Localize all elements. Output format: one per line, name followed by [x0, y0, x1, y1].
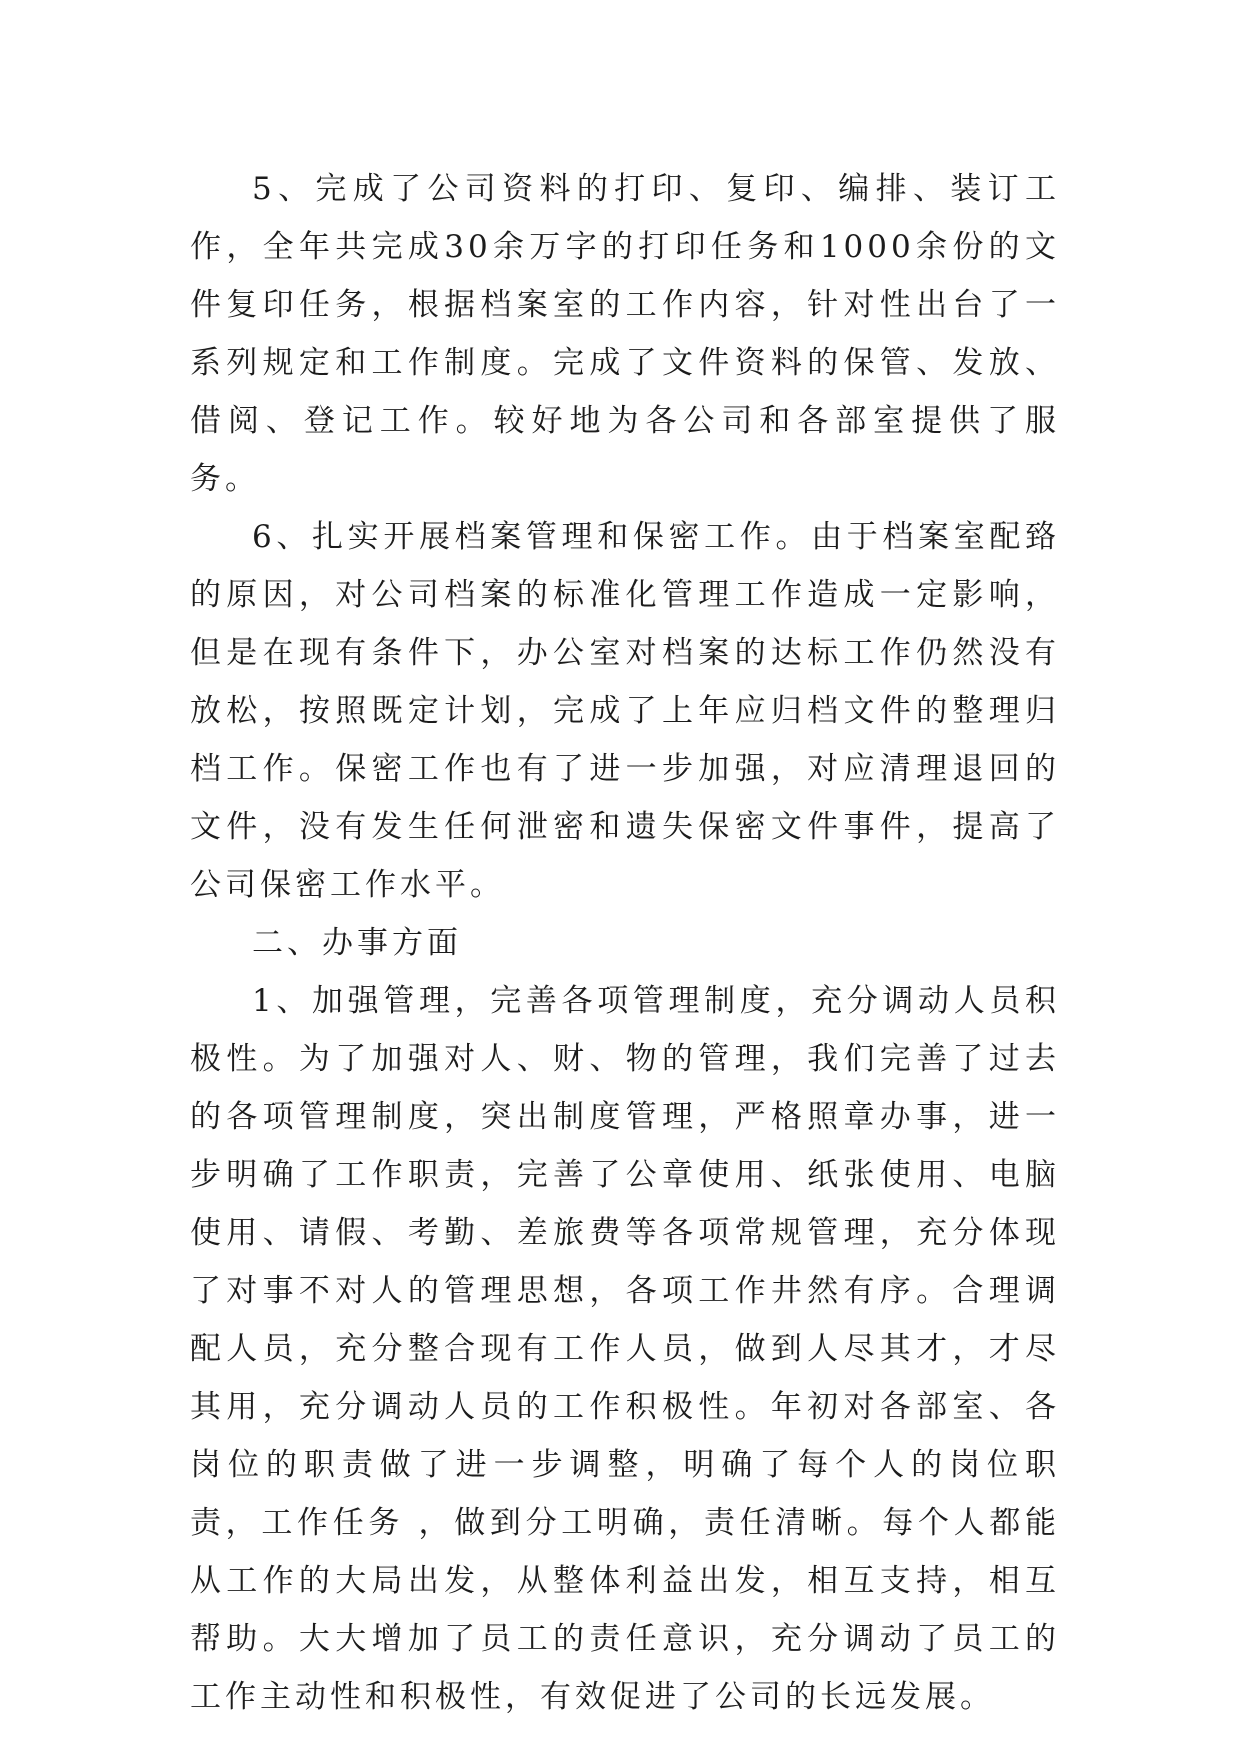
paragraph-item-5: 5、完成了公司资料的打印、复印、编排、装订工作，全年共完成30余万字的打印任务和1000余份的文件复印任务，根据档案室的工作内容，针对性出台了一系列规定和工作制度。完成了文件资料的保管、发放、借阅、登记工作。较好地为各公司和各部室提供了服务。	[190, 171, 1060, 497]
paragraph-item-6: 6、扎实开展档案管理和保密工作。由于档案室配臵的原因，对公司档案的标准化管理工作造成一定影响，但是在现有条件下，办公室对档案的达标工作仍然没有放松，按照既定计划，完成了上年应归档文件的整理归档工作。保密工作也有了进一步加强，对应清理退回的文件，没有发生任何泄密和遗失保密文件事件，提高了公司保密工作水平。	[190, 519, 1060, 903]
section-heading: 二、办事方面	[252, 925, 462, 961]
paragraph-item-1: 1、加强管理，完善各项管理制度，充分调动人员积极性。为了加强对人、财、物的管理，我们完善了过去的各项管理制度，突出制度管理，严格照章办事，进一步明确了工作职责，完善了公章使用、纸张使用、电脑使用、请假、考勤、差旅费等各项常规管理，充分体现了对事不对人的管理思想，各项工作井然有序。合理调配人员，充分整合现有工作人员，做到人尽其才，才尽其用，充分调动人员的工作积极性。年初对各部室、各岗位的职责做了进一步调整，明确了每个人的岗位职责，工作任务 ，做到分工明确，责任清晰。每个人都能从工作的大局出发，从整体利益出发，相互支持，相互帮助。大大增加了员工的责任意识，充分调动了员工的工作主动性和积极性，有效促进了公司的长远发展。	[190, 983, 1060, 1715]
document-body	[190, 160, 1060, 1726]
